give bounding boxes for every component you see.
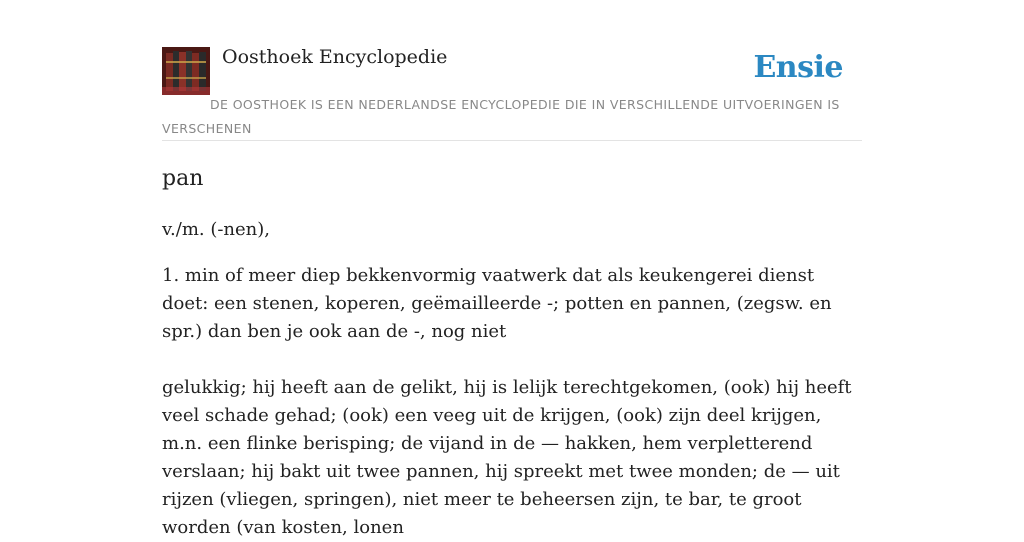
ensie-logo-link[interactable]: Ensie [753, 50, 843, 85]
source-avatar[interactable] [162, 47, 210, 95]
entry-title: pan [162, 166, 204, 191]
entry-definition-2: gelukkig; hij heeft aan de gelikt, hij is lelijk terechtgekomen, (ook) hij heeft veel schade gehad; (ook) een veeg uit de krijgen, (ook) zijn deel krijgen, m.n. een flinke berisping; de vijand in de — hakken, hem verpletterend verslaan; hij bakt uit twee pannen, hij spreekt met twee monden; de — uit rijzen (vliegen, springen), niet meer te beheersen zijn, te bar, te groot worden (van kosten, lonen [162, 377, 852, 538]
source-name-link[interactable]: Oosthoek Encyclopedie [222, 46, 448, 68]
entry-definition-1: 1. min of meer diep bekkenvormig vaatwerk dat als keukengerei dienst doet: een stenen, koperen, geëmailleerde -; potten en pannen, (zegsw. en spr.) dan ben je ook aan de -, nog niet [162, 265, 832, 342]
source-header [162, 46, 862, 141]
entry-grammar: v./m. (-nen), [162, 219, 271, 240]
entry-content [162, 160, 862, 542]
book-spines-icon [162, 47, 210, 95]
source-description: DE OOSTHOEK IS EEN NEDERLANDSE ENCYCLOPEDIE DIE IN VERSCHILLENDE UITVOERINGEN IS VERSCHENEN [162, 97, 840, 136]
